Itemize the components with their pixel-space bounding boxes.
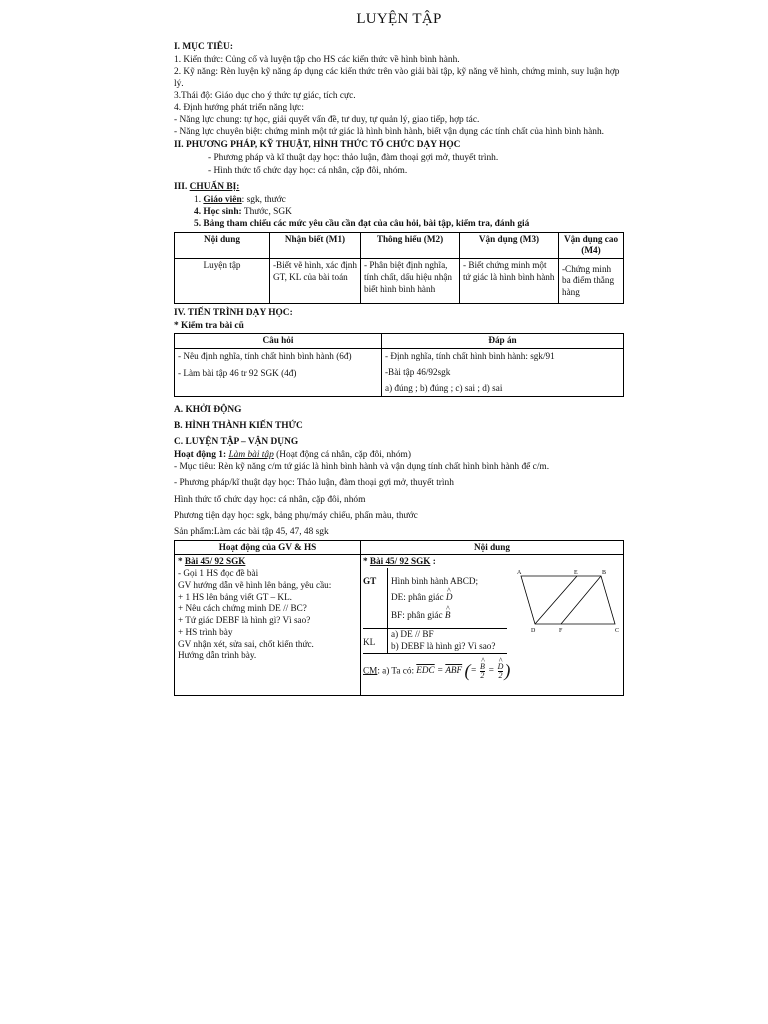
activity-line: Sản phẩm:Làm các bài tập 45, 47, 48 sgk xyxy=(174,526,329,537)
point-label: C xyxy=(615,628,620,635)
table-header: Nội dung xyxy=(361,540,624,555)
table-cell: Luyện tập xyxy=(175,259,270,304)
section-objectives-heading: I. MỤC TIÊU: xyxy=(174,42,233,53)
table-cell: * Bài 45/ 92 SGK - Gọi 1 HS đọc đề bài GV hướng dẫn vẽ hình lên bảng, yêu cầu: + 1 HS lên bảng viết GT – KL. + Nêu cách chứng minh DE // BC? + Tứ giác DEBF là hình gì? Vì sao? + HS trình bày GV nhận xét, sửa sai, chốt kiến thức. Hướng dẫn trình bày. xyxy=(175,555,361,696)
point-label: E xyxy=(574,570,578,577)
table-header: Nhận biết (M1) xyxy=(270,232,361,259)
table-cell xyxy=(361,555,624,696)
proof-line: CM: a) Ta có: $\overline{EDC} = \overline{ABF}$ (= ^ $\frac{B}{2}$ = ^ $\frac{D}{2}$ ) xyxy=(363,660,621,683)
parallelogram-abcd xyxy=(521,576,615,624)
angle-d-symbol: ^ D xyxy=(446,592,453,604)
kl-box: KL a) DE // BF b) DEBF là hình gì? Vì sao? xyxy=(363,629,507,654)
table-header-row xyxy=(175,334,624,349)
section-a-heading: A. KHỞI ĐỘNG xyxy=(174,405,242,416)
table-cell: - Biết chứng minh một tứ giác là hình bình hành xyxy=(460,259,559,304)
table-row xyxy=(175,259,624,304)
table-row xyxy=(175,555,624,696)
check-old-lesson-heading: * Kiểm tra bài cũ xyxy=(174,321,244,332)
gt-box: GT Hình bình hành ABCD; DE: phân giác ^ D BF: phân giác ^ B xyxy=(363,568,507,629)
prep-item: 1. Giáo viên: sgk, thước xyxy=(194,194,286,205)
table-header-row xyxy=(175,232,624,259)
exercise-title: * Bài 45/ 92 SGK : xyxy=(363,556,436,567)
table-cell: - Nêu định nghĩa, tính chất hình bình hành (6đ) - Làm bài tập 46 tr 92 SGK (4đ) xyxy=(175,349,382,397)
table-header: Câu hỏi xyxy=(175,334,382,349)
activity-line: Phương tiện dạy học: sgk, bảng phụ/máy chiếu, phấn màu, thước xyxy=(174,510,418,521)
section-methods-heading: II. PHƯƠNG PHÁP, KỸ THUẬT, HÌNH THỨC TỔ CHỨC DẠY HỌC xyxy=(174,140,461,151)
activity-line: Hình thức tổ chức dạy học: cá nhân, cặp đôi, nhóm xyxy=(174,494,366,505)
section-b-heading: B. HÌNH THÀNH KIẾN THỨC xyxy=(174,421,303,432)
table-header-row xyxy=(175,540,624,555)
exercise-title: * Bài 45/ 92 SGK xyxy=(178,556,246,567)
segment-bf xyxy=(561,576,601,624)
activity-title: Hoạt động 1: Làm bài tập (Hoạt động cá nhân, cặp đôi, nhóm) xyxy=(174,450,411,461)
table-header: Đáp án xyxy=(382,334,624,349)
equation: $\overline{EDC} = \overline{ABF}$ (= ^ $\frac{B}{2}$ = ^ $\frac{D}{2}$ ) xyxy=(416,665,510,675)
prep-item: 4. Học sinh: Thước, SGK xyxy=(194,206,292,217)
activity-line: - Phương pháp/kĩ thuật dạy học: Thảo luận, đàm thoại gợi mở, thuyết trình xyxy=(174,478,454,489)
parallelogram-figure xyxy=(511,568,621,634)
table-header: Hoạt động của GV & HS xyxy=(175,540,361,555)
segment-de xyxy=(535,576,577,624)
objective-line: - Năng lực chuyên biệt: chứng minh một tứ giác là hình bình hành, biết vận dụng các tính chất của hình bình hành. xyxy=(174,127,604,138)
table-row xyxy=(175,349,624,397)
table-header: Nội dung xyxy=(175,232,270,259)
table-header: Vận dụng (M3) xyxy=(460,232,559,259)
qa-table xyxy=(174,333,624,397)
point-label: A xyxy=(517,570,522,577)
table-header: Thông hiểu (M2) xyxy=(361,232,460,259)
angle-b-symbol: ^ B xyxy=(445,610,451,622)
point-label: F xyxy=(559,628,563,635)
section-c-heading: C. LUYỆN TẬP – VẬN DỤNG xyxy=(174,437,299,448)
activity-table xyxy=(174,540,624,697)
objective-line: 3.Thái độ: Giáo dục cho ý thức tự giác, tích cực. xyxy=(174,91,356,102)
objective-line: - Năng lực chung: tự học, giải quyết vấn đề, tư duy, tự quản lý, giao tiếp, hợp tác. xyxy=(174,115,480,126)
prep-item: 5. Bảng tham chiếu các mức yêu cầu cần đạt của câu hỏi, bài tập, kiểm tra, đánh giá xyxy=(194,218,530,229)
point-label: B xyxy=(602,570,607,577)
page-title: LUYỆN TẬP xyxy=(356,11,442,27)
table-header: Vận dụng cao (M4) xyxy=(559,232,624,259)
section-prep-heading: III. CHUẨN BỊ: xyxy=(174,181,240,192)
method-line: - Hình thức tổ chức dạy học: cá nhân, cặp đôi, nhóm. xyxy=(208,165,408,176)
table-cell: -Biết vẽ hình, xác định GT, KL của bài toán xyxy=(270,259,361,304)
document-page xyxy=(174,10,624,696)
section-process-heading: IV. TIẾN TRÌNH DẠY HỌC: xyxy=(174,308,293,319)
method-line: - Phương pháp và kĩ thuật dạy học: thảo luận, đàm thoại gợi mở, thuyết trình. xyxy=(208,153,499,164)
reference-table xyxy=(174,232,624,305)
objective-line: 2. Kỹ năng: Rèn luyện kỹ năng áp dụng các kiến thức trên vào giải bài tập, kỹ năng vẽ hình, chứng minh, suy luận hợp lý. xyxy=(174,67,620,90)
objective-line: 4. Định hướng phát triển năng lực: xyxy=(174,103,304,114)
table-cell: - Phân biệt định nghĩa, tính chất, dấu hiệu nhận biết hình bình hành xyxy=(361,259,460,304)
table-cell: - Định nghĩa, tính chất hình bình hành: sgk/91 -Bài tập 46/92sgk a) đúng ; b) đúng ; c) sai ; d) sai xyxy=(382,349,624,397)
table-cell: -Chứng minh ba điểm thẳng hàng xyxy=(559,259,624,304)
activity-line: - Mục tiêu: Rèn kỹ năng c/m tứ giác là hình bình hành và vận dụng tính chất hình bình hành để c/m. xyxy=(174,462,550,473)
gt-kl-block xyxy=(363,568,621,654)
point-label: D xyxy=(531,628,536,635)
objective-line: 1. Kiến thức: Củng cố và luyện tập cho HS các kiến thức về hình bình hành. xyxy=(174,55,460,66)
